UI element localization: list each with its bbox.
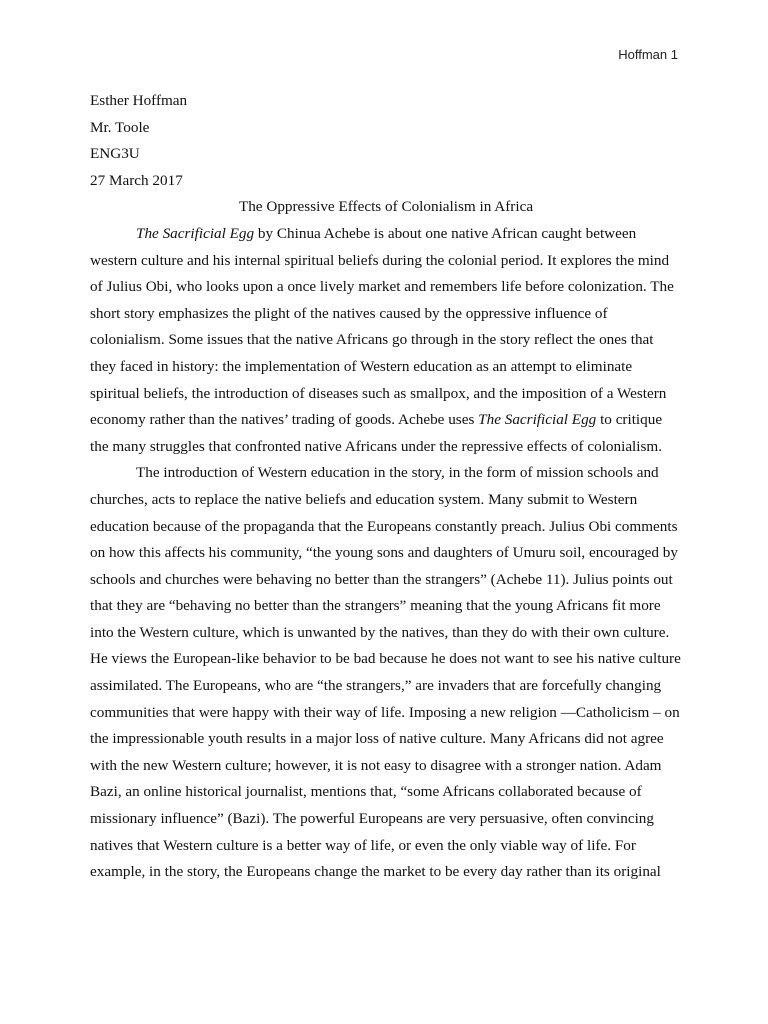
text-line: assimilated. The Europeans, who are “the strangers,” are invaders that are forcefully changing [90, 677, 662, 695]
paragraph [90, 221, 682, 460]
text-line: education because of the propaganda that the Europeans constantly preach. Julius Obi comments [90, 517, 678, 535]
essay-body [90, 88, 682, 886]
text-line [90, 407, 682, 434]
text-segment: economy rather than the natives’ trading of goods. Achebe uses [90, 411, 479, 429]
text-line: the many struggles that confronted native Africans under the repressive effects of colonialism. [90, 437, 663, 455]
text-line: colonialism. Some issues that the native Africans go through in the story reflect the ones that [90, 331, 654, 349]
paragraphs [90, 221, 682, 886]
essay-title: The Oppressive Effects of Colonialism in Africa [238, 198, 534, 216]
text-line: the impressionable youth results in a major loss of native culture. Many Africans did not agree [90, 730, 664, 748]
text-line: communities that were happy with their way of life. Imposing a new religion —Catholicism – on [90, 703, 680, 721]
text-line: missionary influence” (Bazi). The powerful Europeans are very persuasive, often convincing [90, 810, 654, 828]
text-line: they faced in history: the implementation of Western education as an attempt to eliminate [90, 357, 633, 375]
text-line: churches, acts to replace the native beliefs and education system. Many submit to Western [90, 490, 638, 508]
text-line: on how this affects his community, “the young sons and daughters of Umuru soil, encouraged by [90, 544, 678, 562]
running-head: Hoffman 1 [618, 47, 678, 62]
course-code: ENG3U [90, 145, 140, 163]
text-line: Bazi, an online historical journalist, mentions that, “some Africans collaborated because of [90, 783, 642, 801]
text-line: short story emphasizes the plight of the natives caused by the oppressive influence of [90, 304, 608, 322]
text-segment: by Chinua Achebe is about one native African caught between [254, 224, 637, 242]
paragraph [90, 460, 682, 886]
essay-date: 27 March 2017 [90, 171, 183, 189]
text-line: spiritual beliefs, the introduction of diseases such as smallpox, and the imposition of a Western [90, 384, 667, 402]
text-line: schools and churches were behaving no better than the strangers” (Achebe 11). Julius points out [90, 570, 673, 588]
text-segment: to critique [596, 411, 663, 429]
text-line: The introduction of Western education in the story, in the form of mission schools and [136, 464, 659, 482]
italic-title: The Sacrificial Egg [136, 224, 255, 242]
italic-title: The Sacrificial Egg [478, 411, 597, 429]
text-line: of Julius Obi, who looks upon a once lively market and remembers life before colonization. The [90, 278, 674, 296]
instructor-name: Mr. Toole [90, 118, 150, 136]
text-line: that they are “behaving no better than the strangers” meaning that the young Africans fit more [90, 597, 661, 615]
text-line: He views the European-like behavior to be bad because he does not want to see his native culture [90, 650, 681, 668]
text-line [90, 221, 682, 248]
text-line: natives that Western culture is a better way of life, or even the only viable way of life. For [90, 836, 636, 854]
text-line: with the new Western culture; however, it is not easy to disagree with a stronger nation. Adam [90, 756, 662, 774]
text-line: into the Western culture, which is unwanted by the natives, than they do with their own culture. [90, 623, 670, 641]
author-name: Esther Hoffman [90, 92, 188, 109]
text-line: western culture and his internal spiritual beliefs during the colonial period. It explores the mind [90, 251, 670, 269]
text-line: example, in the story, the Europeans change the market to be every day rather than its original [90, 863, 661, 881]
